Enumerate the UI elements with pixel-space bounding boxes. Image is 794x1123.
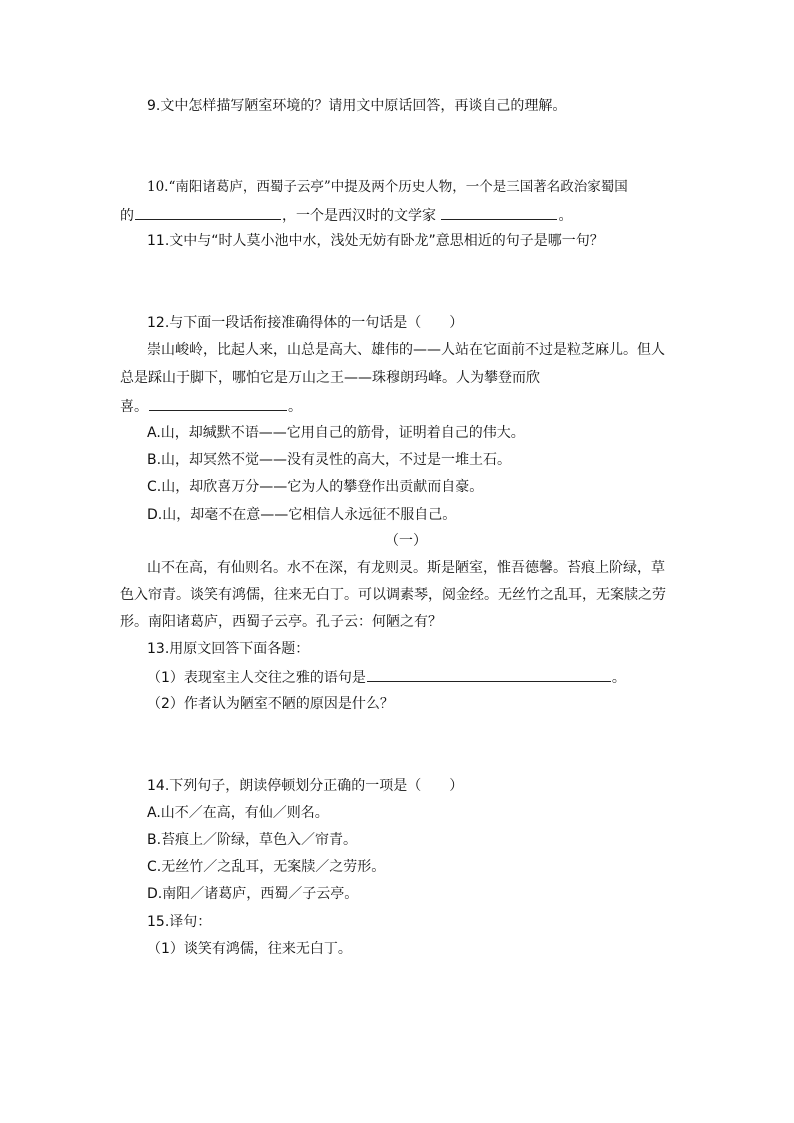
passage-line-1: 山不在高，有仙则名。水不在深，有龙则灵。斯是陋室，惟吾德馨。苔痕上阶绿，草 bbox=[147, 560, 665, 576]
q10-middle: ，一个是西汉时的文学家 bbox=[282, 208, 441, 224]
q12-option-d[interactable]: D.山，却毫不在意——它相信人永远征不服自己。 bbox=[147, 507, 457, 523]
q11-text: 11.文中与“时人莫小池中水，浅处无妨有卧龙”意思相近的句子是哪一句？ bbox=[147, 233, 604, 249]
q10-blank-2[interactable] bbox=[441, 205, 557, 220]
q13-sub2: （2）作者认为陋室不陋的原因是什么？ bbox=[147, 696, 394, 712]
q13-sub1-prefix: （1）表现室主人交往之雅的语句是 bbox=[147, 670, 366, 686]
q13-sub1 bbox=[147, 667, 626, 688]
q12-para3-suffix: 。 bbox=[288, 399, 302, 415]
q15-sub1: （1）谈笑有鸿儒，往来无白丁。 bbox=[147, 941, 352, 957]
q12-blank[interactable] bbox=[149, 396, 287, 411]
passage-line-3: 形。南阳诸葛庐，西蜀子云亭。孔子云：何陋之有？ bbox=[120, 614, 442, 630]
q12-stem: 12.与下面一段话衔接准确得体的一句话是（ ） bbox=[147, 315, 464, 331]
q12-para-line2: 总是踩山于脚下，哪怕它是万山之王——珠穆朗玛峰。人为攀登而欣 bbox=[120, 370, 540, 386]
passage-line-2: 色入帘青。谈笑有鸿儒，往来无白丁。可以调素琴，阅金经。无丝竹之乱耳，无案牍之劳 bbox=[120, 587, 666, 603]
q13-sub1-suffix: 。 bbox=[611, 670, 626, 686]
q12-para3-prefix: 喜。 bbox=[120, 399, 148, 415]
q15-stem: 15.译句： bbox=[147, 914, 212, 930]
q10-line1: 10.“南阳诸葛庐，西蜀子云亭”中提及两个历史人物，一个是三国著名政治家蜀国 bbox=[147, 179, 628, 195]
q14-option-c[interactable]: C.无丝竹／之乱耳，无案牍／之劳形。 bbox=[147, 859, 386, 875]
q12-option-a[interactable]: A.山，却缄默不语——它用自己的筋骨，证明着自己的伟大。 bbox=[147, 425, 525, 441]
q14-option-d[interactable]: D.南阳／诸葛庐，西蜀／子云亭。 bbox=[147, 886, 359, 902]
q13-stem: 13.用原文回答下面各题： bbox=[147, 641, 310, 657]
q12-option-b[interactable]: B.山，却冥然不觉——没有灵性的高大，不过是一堆土石。 bbox=[147, 452, 512, 468]
q10-line2 bbox=[120, 205, 572, 226]
q12-para-line3 bbox=[120, 396, 302, 417]
q9-text: 9.文中怎样描写陋室环境的？请用文中原话回答，再谈自己的理解。 bbox=[147, 98, 567, 114]
q10-prefix: 的 bbox=[120, 208, 134, 224]
q14-stem: 14.下列句子，朗读停顿划分正确的一项是（ ） bbox=[147, 778, 464, 794]
q14-option-b[interactable]: B.苔痕上／阶绿，草色入／帘青。 bbox=[147, 832, 358, 848]
section-title: （一） bbox=[385, 533, 427, 549]
q14-option-a[interactable]: A.山不／在高，有仙／则名。 bbox=[147, 805, 329, 821]
q12-option-c[interactable]: C.山，却欣喜万分——它为人的攀登作出贡献而自豪。 bbox=[147, 479, 484, 495]
q12-para-line1: 崇山峻岭，比起人来，山总是高大、雄伟的——人站在它面前不过是粒芝麻儿。但人 bbox=[147, 342, 665, 358]
q10-blank-1[interactable] bbox=[135, 205, 281, 220]
q13-blank[interactable] bbox=[367, 667, 611, 682]
q10-suffix: 。 bbox=[558, 208, 573, 224]
